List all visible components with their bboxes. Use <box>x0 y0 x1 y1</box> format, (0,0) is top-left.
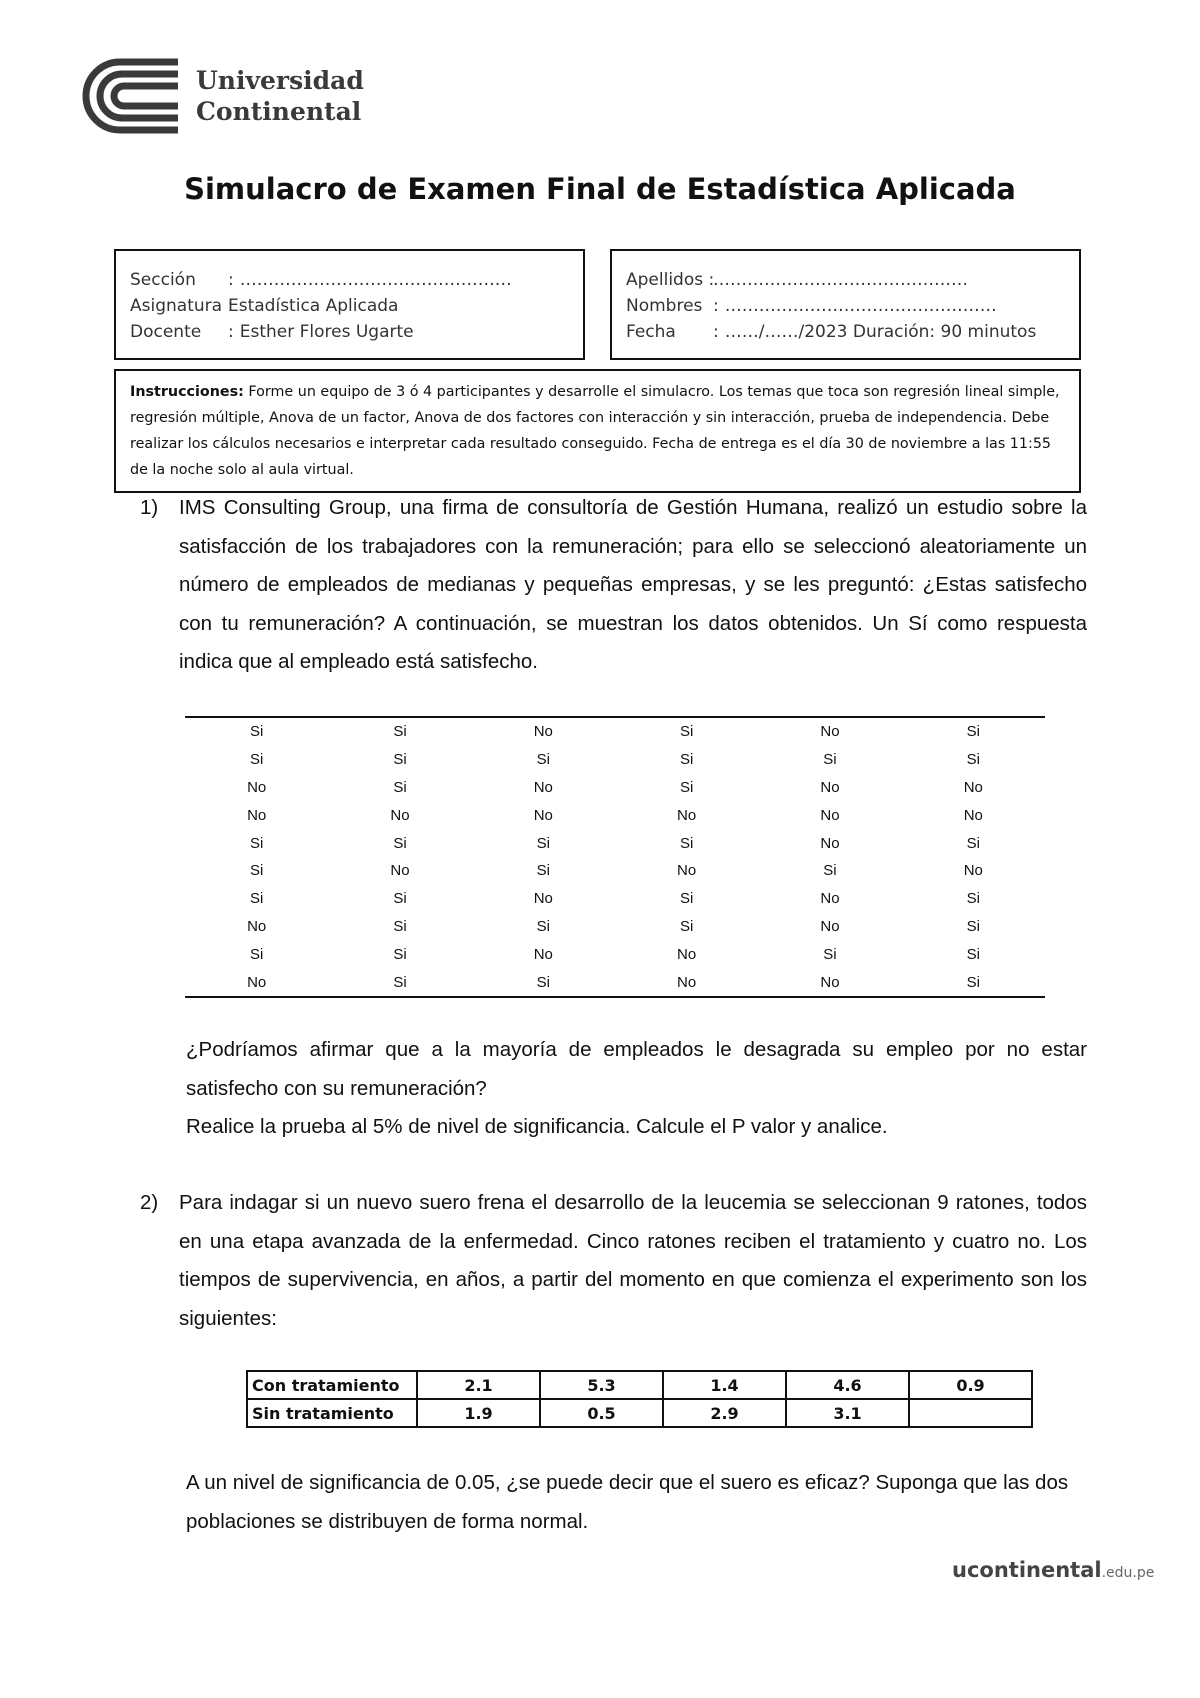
table-cell: 2.1 <box>417 1371 540 1399</box>
question-instruction: Realice la prueba al 5% de nivel de significancia. Calcule el P valor y analice. <box>186 1115 888 1138</box>
university-logo <box>82 58 364 134</box>
logo-wordmark <box>196 65 364 127</box>
table-cell: 5.3 <box>540 1371 663 1399</box>
table-cell: Si <box>249 751 264 769</box>
student-info-box <box>610 249 1081 360</box>
field-value: Estadística Aplicada <box>228 296 399 316</box>
exam-title: Simulacro de Examen Final de Estadística Aplicada <box>184 172 1016 206</box>
table-row <box>185 746 1045 774</box>
table-cell: Si <box>249 890 264 908</box>
table-row <box>185 940 1045 968</box>
table-cell: No <box>820 723 840 741</box>
logo-line-2: Continental <box>196 97 362 126</box>
table-cell: Si <box>249 723 264 741</box>
subject-field <box>130 293 583 319</box>
question-text: A un nivel de significancia de 0.05, ¿se puede decir que el suero es eficaz? Suponga que las dos poblaciones se distribuyen de forma normal. <box>186 1471 1069 1533</box>
table-cell: Si <box>536 973 550 991</box>
instructions-text: Forme un equipo de 3 ó 4 participantes y desarrolle el simulacro. Los temas que toca son regresión lineal simple, regresión múltiple, Anova de un factor, Anova de dos factores con interacción y sin interacción, prueba de independencia. Debe realizar los cálculos necesarios e interpretar cada resultado conseguido. Fecha de entrega es el día 30 de noviembre a las 11:55 de la noche solo al aula virtual. <box>130 384 1060 478</box>
table-cell: Si <box>679 778 694 796</box>
table-cell: Si <box>679 834 694 852</box>
table-cell: Si <box>393 945 407 963</box>
table-cell: No <box>820 834 840 852</box>
field-label: Asignatura : <box>130 296 234 316</box>
table-cell: No <box>820 806 840 824</box>
date-field: Fecha : ……/……/2023 Duración: 90 minutos <box>626 319 1079 345</box>
question-number: 2) <box>140 1191 159 1214</box>
continental-logo-icon <box>82 58 180 134</box>
table-cell: No <box>677 945 697 963</box>
table-cell: Si <box>249 945 264 963</box>
section-field: Sección : ………………………………………… <box>130 267 583 293</box>
table-cell: Si <box>966 890 980 908</box>
table-cell: Si <box>536 862 550 880</box>
field-label: Fecha <box>626 322 676 342</box>
question-1-prompt <box>186 1031 1087 1147</box>
table-cell: Si <box>249 834 264 852</box>
question-2-prompt <box>186 1464 1087 1541</box>
table-cell: No <box>963 778 983 796</box>
table-cell: No <box>247 778 267 796</box>
table-row <box>185 774 1045 802</box>
table-cell: No <box>677 862 697 880</box>
table-cell: Si <box>536 751 550 769</box>
table-row <box>247 1371 1032 1399</box>
surname-field <box>626 267 1079 293</box>
question-text: ¿Podríamos afirmar que a la mayoría de empleados le desagrada su empleo por no estar satisfecho con su remuneración? <box>186 1038 1087 1100</box>
table-cell: Si <box>966 723 980 741</box>
field-value: ……………………………………… <box>713 270 968 290</box>
instructions-label: Instrucciones: <box>130 384 244 400</box>
table-cell: Si <box>966 945 980 963</box>
table-cell <box>909 1399 1032 1427</box>
table-cell: Si <box>823 945 837 963</box>
table-cell: No <box>247 806 267 824</box>
table-cell: No <box>820 778 840 796</box>
table-cell: Si <box>966 917 980 935</box>
field-label: Sección <box>130 270 196 290</box>
footer-website <box>952 1558 1154 1582</box>
satisfaction-table <box>185 716 1045 998</box>
question-text: Para indagar si un nuevo suero frena el desarrollo de la leucemia se seleccionan 9 ratones, todos en una etapa avanzada de la enfermedad. Cinco ratones reciben el tratamiento y cuatro no. Los tiempos de supervivencia, en años, a partir del momento en que comienza el experimento son los siguientes: <box>179 1191 1087 1330</box>
table-cell: No <box>533 890 553 908</box>
table-cell: Si <box>966 751 980 769</box>
table-cell: Si <box>393 917 407 935</box>
row-label: Sin tratamiento <box>247 1399 417 1427</box>
table-cell: 3.1 <box>786 1399 909 1427</box>
table-cell: 1.9 <box>417 1399 540 1427</box>
table-row <box>185 885 1045 913</box>
field-value: ……/……/2023 Duración: 90 minutos <box>724 322 1037 342</box>
table-row <box>185 857 1045 885</box>
table-cell: No <box>533 778 553 796</box>
table-cell: Si <box>679 751 694 769</box>
table-cell: Si <box>393 834 407 852</box>
question-number: 1) <box>140 496 159 519</box>
table-cell: 2.9 <box>663 1399 786 1427</box>
table-row <box>185 968 1045 997</box>
field-label: Apellidos : <box>626 270 715 290</box>
table-row <box>185 801 1045 829</box>
table-row <box>185 717 1045 746</box>
table-cell: No <box>677 806 697 824</box>
table-cell: No <box>247 917 267 935</box>
table-cell: Si <box>393 890 407 908</box>
footer-site: ucontinental <box>952 1558 1102 1582</box>
table-cell: Si <box>393 778 407 796</box>
table-cell: 0.5 <box>540 1399 663 1427</box>
table-cell: Si <box>679 723 694 741</box>
table-cell: Si <box>536 834 550 852</box>
table-cell: 0.9 <box>909 1371 1032 1399</box>
table-cell: No <box>820 973 840 991</box>
table-cell: Si <box>966 834 980 852</box>
logo-line-1: Universidad <box>196 66 364 95</box>
footer-domain: .edu.pe <box>1101 1565 1155 1581</box>
field-label: Docente <box>130 322 202 342</box>
table-cell: No <box>820 917 840 935</box>
table-cell: No <box>963 862 983 880</box>
table-cell: Si <box>823 751 837 769</box>
table-cell: No <box>677 973 697 991</box>
table-row <box>185 913 1045 941</box>
field-label: Nombres <box>626 296 703 316</box>
table-row <box>185 829 1045 857</box>
row-label: Con tratamiento <box>247 1371 417 1399</box>
table-cell: No <box>533 945 553 963</box>
table-cell: No <box>820 890 840 908</box>
table-cell: Si <box>249 862 264 880</box>
field-value: ………………………………………… <box>724 296 997 316</box>
table-cell: No <box>390 862 410 880</box>
table-cell: Si <box>966 973 980 991</box>
table-cell: No <box>533 723 553 741</box>
table-cell: No <box>963 806 983 824</box>
table-cell: Si <box>393 751 407 769</box>
field-value: ………………………………………… <box>239 270 512 290</box>
field-value: Esther Flores Ugarte <box>239 322 414 342</box>
table-cell: 1.4 <box>663 1371 786 1399</box>
table-cell: Si <box>393 723 407 741</box>
table-cell: Si <box>393 973 407 991</box>
table-cell: No <box>247 973 267 991</box>
table-cell: No <box>533 806 553 824</box>
survival-table <box>246 1370 1033 1428</box>
table-cell: Si <box>679 890 694 908</box>
table-cell: Si <box>823 862 837 880</box>
teacher-field: Docente : Esther Flores Ugarte <box>130 319 583 345</box>
table-row <box>247 1399 1032 1427</box>
question-text: IMS Consulting Group, una firma de consultoría de Gestión Humana, realizó un estudio sobre la satisfacción de los trabajadores con la remuneración; para ello se seleccionó aleatoriamente un número de empleados de medianas y pequeñas empresas, y se les preguntó: ¿Estas satisfecho con tu remuneración? A continuación, se muestran los datos obtenidos. Un Sí como respuesta indica que al empleado está satisfecho. <box>179 496 1087 673</box>
table-cell: No <box>390 806 410 824</box>
table-cell: Si <box>679 917 694 935</box>
course-info-box <box>114 249 585 360</box>
instructions-box <box>114 369 1081 493</box>
name-field: Nombres : ………………………………………… <box>626 293 1079 319</box>
table-cell: Si <box>536 917 550 935</box>
table-cell: 4.6 <box>786 1371 909 1399</box>
